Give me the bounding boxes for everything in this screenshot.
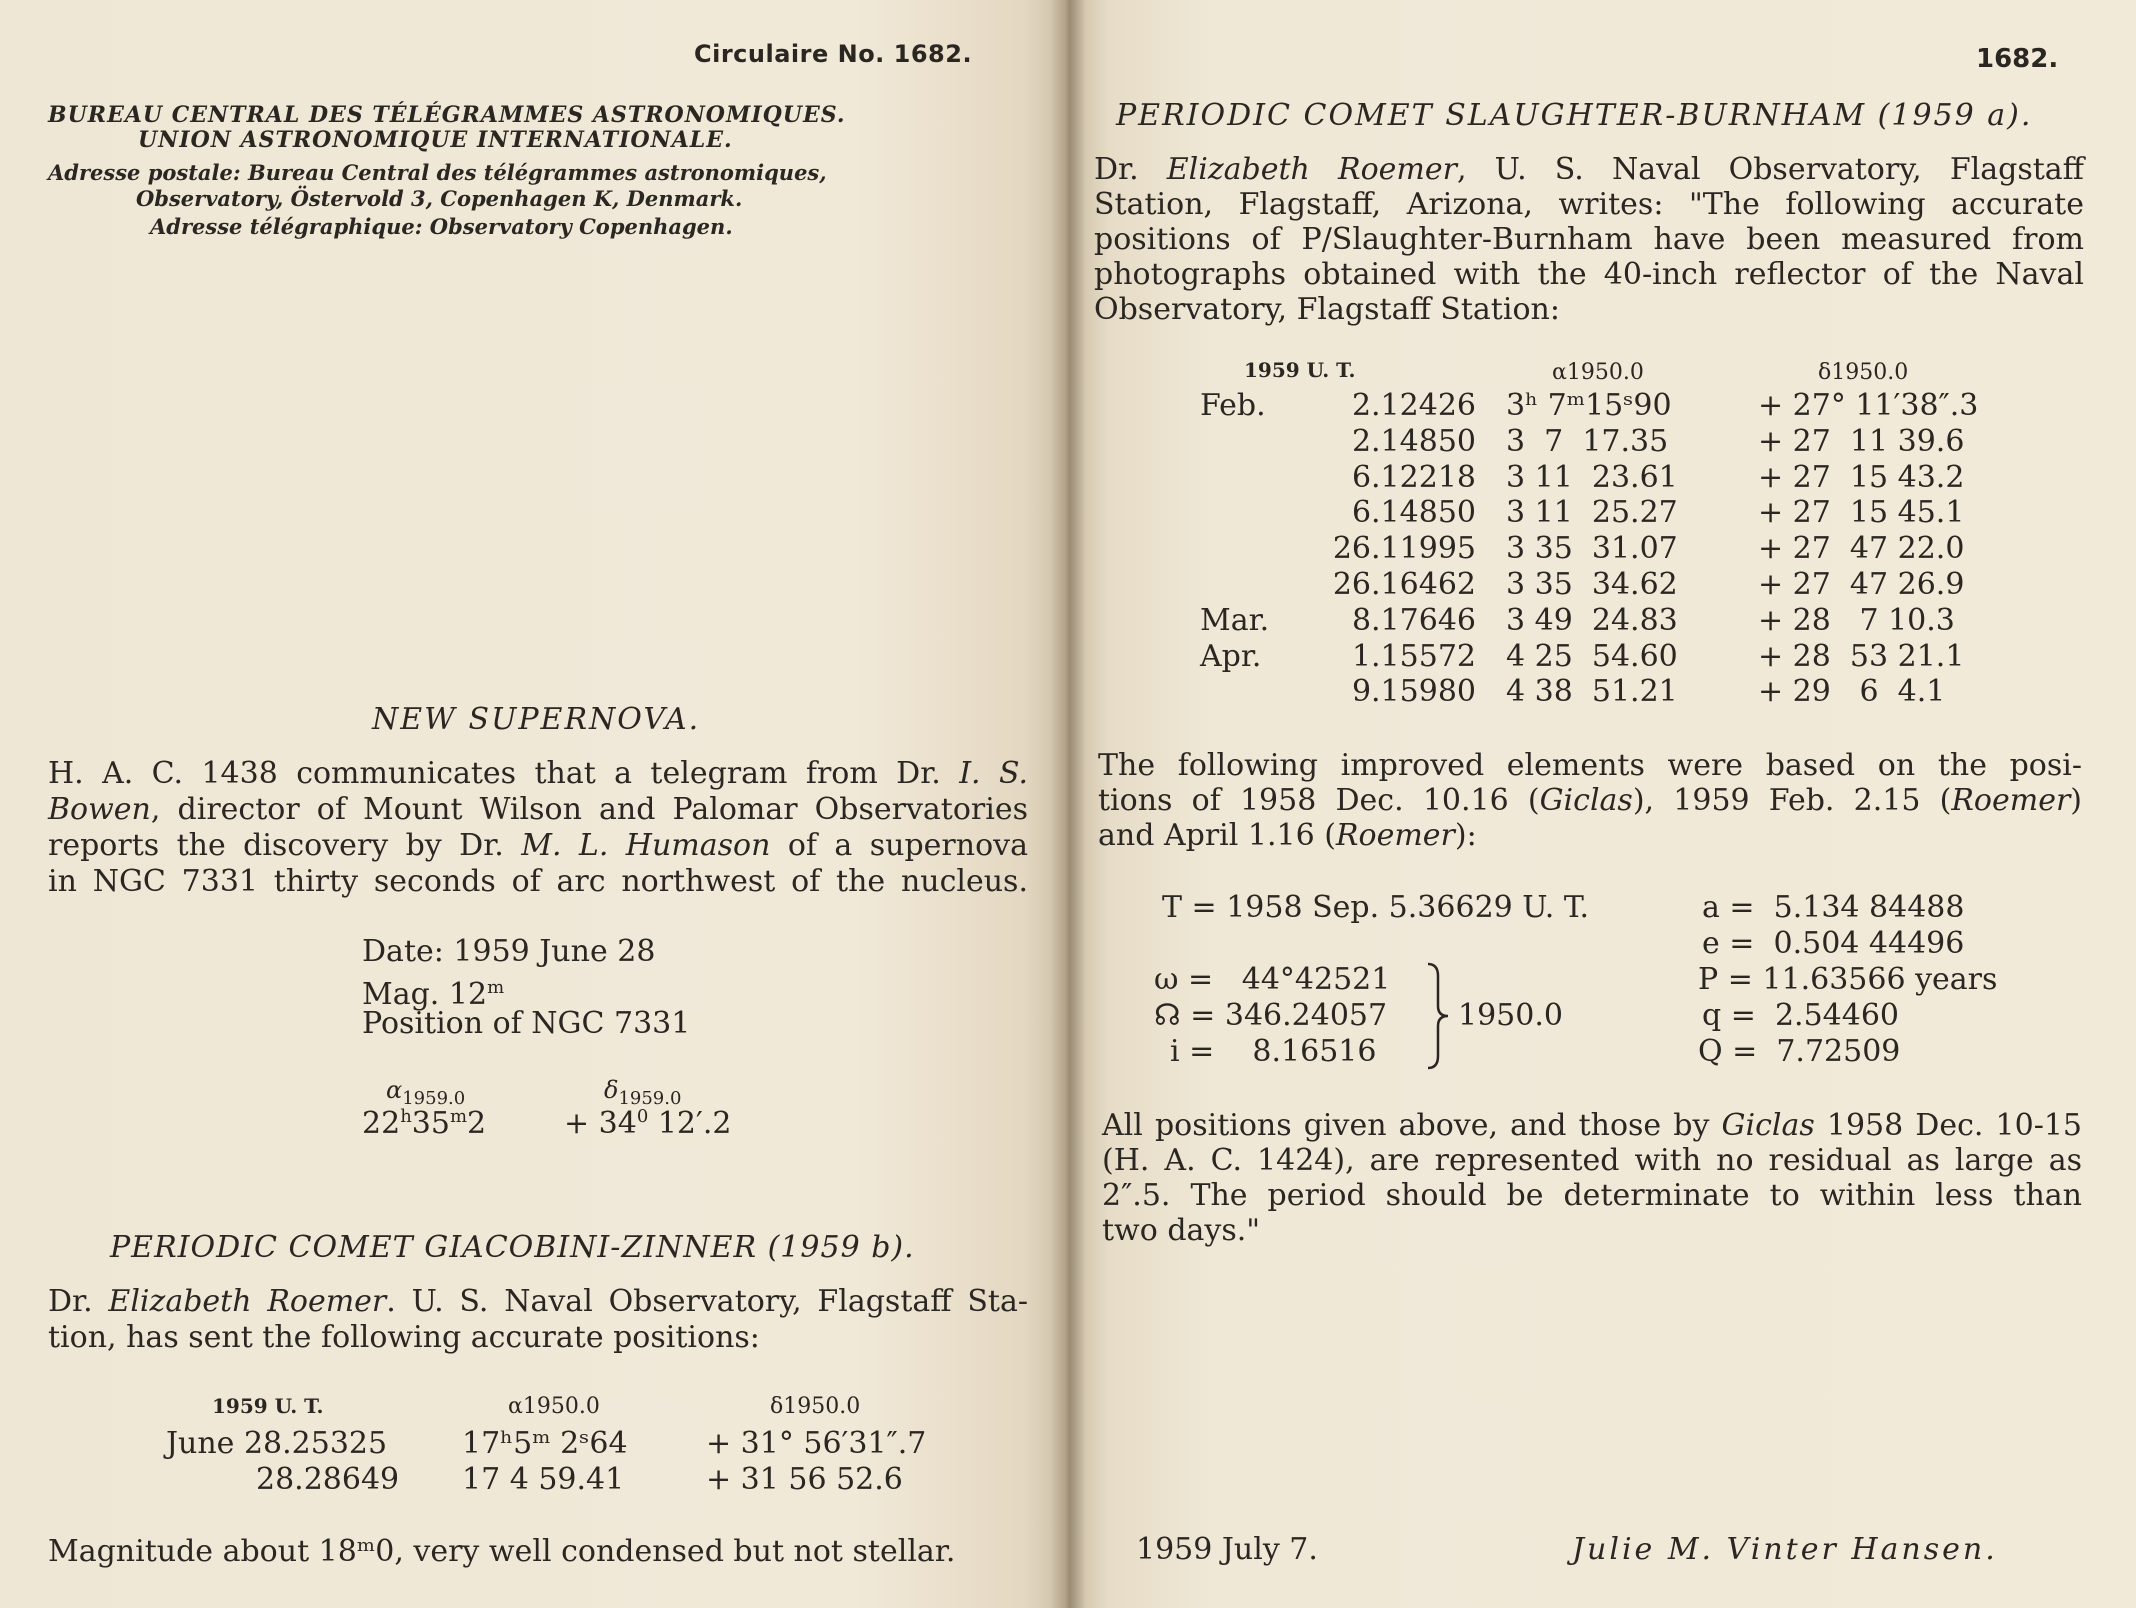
element-e: e = 0.504 44496: [1702, 926, 1965, 961]
slaughter-intro: [1094, 152, 2136, 327]
supernova-dec-value: + $34^0$ 12′.2: [564, 1106, 732, 1141]
supernova-delta-header: $\delta_{1959.0}$: [604, 1076, 682, 1109]
slaughter-improved: [1098, 748, 2082, 853]
left-page: [0, 0, 1066, 1608]
slaughter-row-day: 6.14850: [1351, 495, 1476, 531]
slaughter-title: PERIODIC COMET SLAUGHTER-BURNHAM (1959 a).: [1116, 98, 2033, 133]
slaughter-row-day: 26.16462: [1332, 567, 1476, 602]
supernova-line-4: in NGC 7331 thirty seconds of arc northwest of the nucleus.: [48, 864, 1028, 899]
slaughter-row-day: 2.12426: [1351, 388, 1476, 423]
supernova-date: Date: 1959 June 28: [362, 934, 656, 969]
page-number: 1682.: [1976, 44, 2059, 74]
slaughter-row-month: Apr.: [1200, 638, 1262, 674]
slaughter-col-time: 1959 U. T.: [1244, 358, 1356, 382]
book-gutter: [1050, 0, 1086, 1608]
element-node: ☊ = 346.24057: [1154, 998, 1388, 1033]
slaughter-intro-line-2: Station, Flagstaff, Arizona, writes: "The following accurate: [1094, 187, 2084, 222]
slaughter-row-ra: 3ʰ 7ᵐ15ˢ90: [1506, 388, 1672, 423]
slaughter-row-dec: + 27 11 39.6: [1758, 423, 1965, 459]
slaughter-row-ra: 3 11 25.27: [1506, 495, 1678, 531]
element-equinox: 1950.0: [1458, 998, 1563, 1033]
giacobini-row-1-ra: 17ʰ5ᵐ 2ˢ64: [462, 1426, 628, 1461]
slaughter-row-day: 2.14850: [1351, 423, 1476, 459]
giacobini-intro-line-2: tion, has sent the following accurate positions:: [48, 1320, 760, 1355]
slaughter-row-dec: + 27 15 45.1: [1758, 495, 1965, 531]
slaughter-closing-line-3: 2″.5. The period should be determinate to within less than: [1102, 1178, 2082, 1213]
giacobini-row-2-date: 28.28649: [256, 1462, 400, 1497]
element-incl: i = 8.16516: [1170, 1034, 1377, 1069]
supernova-line-2: Bowen, director of Mount Wilson and Palomar Observatories: [48, 792, 1028, 827]
supernova-title: NEW SUPERNOVA.: [372, 702, 701, 737]
element-P: P = 11.63566 years: [1698, 962, 1998, 997]
giacobini-row-2-ra: 17 4 59.41: [462, 1462, 625, 1497]
slaughter-row-month: Mar.: [1200, 602, 1270, 638]
supernova-line-1: H. A. C. 1438 communicates that a telegram from Dr. I. S.: [48, 756, 1028, 791]
slaughter-row-dec: + 29 6 4.1: [1758, 674, 1946, 710]
slaughter-improved-line-1: The following improved elements were based on the posi-: [1098, 748, 2082, 783]
giacobini-title: PERIODIC COMET GIACOBINI-ZINNER (1959 b).: [110, 1230, 915, 1265]
slaughter-row-dec: + 28 7 10.3: [1758, 602, 1955, 638]
slaughter-row-dec: + 28 53 21.1: [1758, 638, 1965, 674]
slaughter-row-dec: + 27 15 43.2: [1758, 459, 1965, 495]
slaughter-row-day: 26.11995: [1332, 531, 1476, 567]
signature: Julie M. Vinter Hansen.: [1572, 1532, 1998, 1567]
giacobini-intro: [48, 1284, 1028, 1356]
giacobini-intro-line-1: Dr. Elizabeth Roemer. U. S. Naval Observatory, Flagstaff Sta-: [48, 1284, 1028, 1319]
giacobini-col-time: 1959 U. T.: [212, 1394, 324, 1418]
slaughter-row-ra: 3 11 23.61: [1506, 459, 1678, 495]
slaughter-closing-line-2: (H. A. C. 1424), are represented with no residual as large as: [1102, 1143, 2082, 1178]
brace-icon: [1422, 962, 1452, 1070]
slaughter-row-month: Feb.: [1200, 388, 1266, 423]
supernova-paragraph: [48, 756, 1028, 900]
slaughter-closing-line-1: All positions given above, and those by Giclas 1958 Dec. 10-15: [1102, 1108, 2083, 1143]
bureau-line-2: UNION ASTRONOMIQUE INTERNATIONALE.: [138, 127, 733, 153]
element-T: T = 1958 Sep. 5.36629 U. T.: [1162, 890, 1590, 925]
bureau-line-4: Observatory, Östervold 3, Copenhagen K, Denmark.: [136, 186, 743, 211]
bureau-line-1: BUREAU CENTRAL DES TÉLÉGRAMMES ASTRONOMIQUES.: [48, 102, 846, 128]
slaughter-row-ra: 4 38 51.21: [1506, 674, 1678, 710]
slaughter-row-ra: 4 25 54.60: [1506, 638, 1678, 674]
slaughter-row-day: 6.12218: [1351, 459, 1476, 495]
slaughter-row-dec: + 27° 11′38″.3: [1758, 388, 1979, 423]
slaughter-intro-line-5: Observatory, Flagstaff Station:: [1094, 292, 1560, 327]
slaughter-closing-line-4: two days.": [1102, 1213, 1261, 1248]
element-omega: ω = 44°42521: [1154, 962, 1391, 997]
slaughter-row-ra: 3 49 24.83: [1506, 602, 1678, 638]
slaughter-row-day: 1.15572: [1351, 638, 1476, 674]
slaughter-row-dec: + 27 47 22.0: [1758, 531, 1965, 567]
bureau-line-3: Adresse postale: Bureau Central des télégrammes astronomiques,: [48, 160, 827, 185]
slaughter-intro-line-3: positions of P/Slaughter-Burnham have been measured from: [1094, 222, 2084, 257]
slaughter-improved-line-3: and April 1.16 (Roemer):: [1098, 818, 1477, 853]
slaughter-row-ra: 3 35 34.62: [1506, 567, 1678, 602]
supernova-ra-value: 22$^h$35$^m$2: [362, 1106, 487, 1141]
slaughter-col-alpha: α1950.0: [1552, 360, 1644, 385]
supernova-position-label: Position of NGC 7331: [362, 1006, 691, 1041]
giacobini-magnitude: Magnitude about 18ᵐ0, very well condensed but not stellar.: [48, 1534, 956, 1569]
giacobini-row-1-date: June 28.25325: [166, 1426, 388, 1461]
slaughter-row-ra: 3 35 31.07: [1506, 531, 1678, 567]
slaughter-row-day: 9.15980: [1351, 674, 1476, 710]
giacobini-row-1-dec: + 31° 56′31″.7: [706, 1426, 927, 1461]
giacobini-col-delta: δ1950.0: [770, 1394, 861, 1419]
slaughter-improved-line-2: tions of 1958 Dec. 10.16 (Giclas), 1959 Feb. 2.15 (Roemer): [1098, 783, 2083, 818]
giacobini-col-alpha: α1950.0: [508, 1394, 600, 1419]
circular-header: Circulaire No. 1682.: [694, 40, 973, 68]
giacobini-row-2-dec: + 31 56 52.6: [706, 1462, 903, 1497]
closing-date: 1959 July 7.: [1136, 1532, 1318, 1567]
slaughter-row-ra: 3 7 17.35: [1506, 423, 1669, 459]
slaughter-intro-line-1: Dr. Elizabeth Roemer, U. S. Naval Observatory, Flagstaff: [1094, 152, 2084, 187]
element-a: a = 5.134 84488: [1702, 890, 1965, 925]
supernova-line-3: reports the discovery by Dr. M. L. Humason of a supernova: [48, 828, 1028, 863]
slaughter-row-dec: + 27 47 26.9: [1758, 567, 1965, 602]
right-page: [1066, 0, 2136, 1608]
bureau-line-5: Adresse télégraphique: Observatory Copenhagen.: [150, 214, 733, 239]
slaughter-intro-line-4: photographs obtained with the 40-inch reflector of the Naval: [1094, 257, 2084, 292]
slaughter-row-day: 8.17646: [1351, 602, 1476, 638]
slaughter-col-delta: δ1950.0: [1818, 360, 1909, 385]
supernova-alpha-header: $\alpha_{1959.0}$: [386, 1076, 466, 1109]
element-Q: Q = 7.72509: [1698, 1034, 1901, 1069]
slaughter-closing: [1102, 1108, 2082, 1248]
supernova-mag: Mag. 12$^m$: [362, 977, 505, 1012]
element-q: q = 2.54460: [1702, 998, 1900, 1033]
